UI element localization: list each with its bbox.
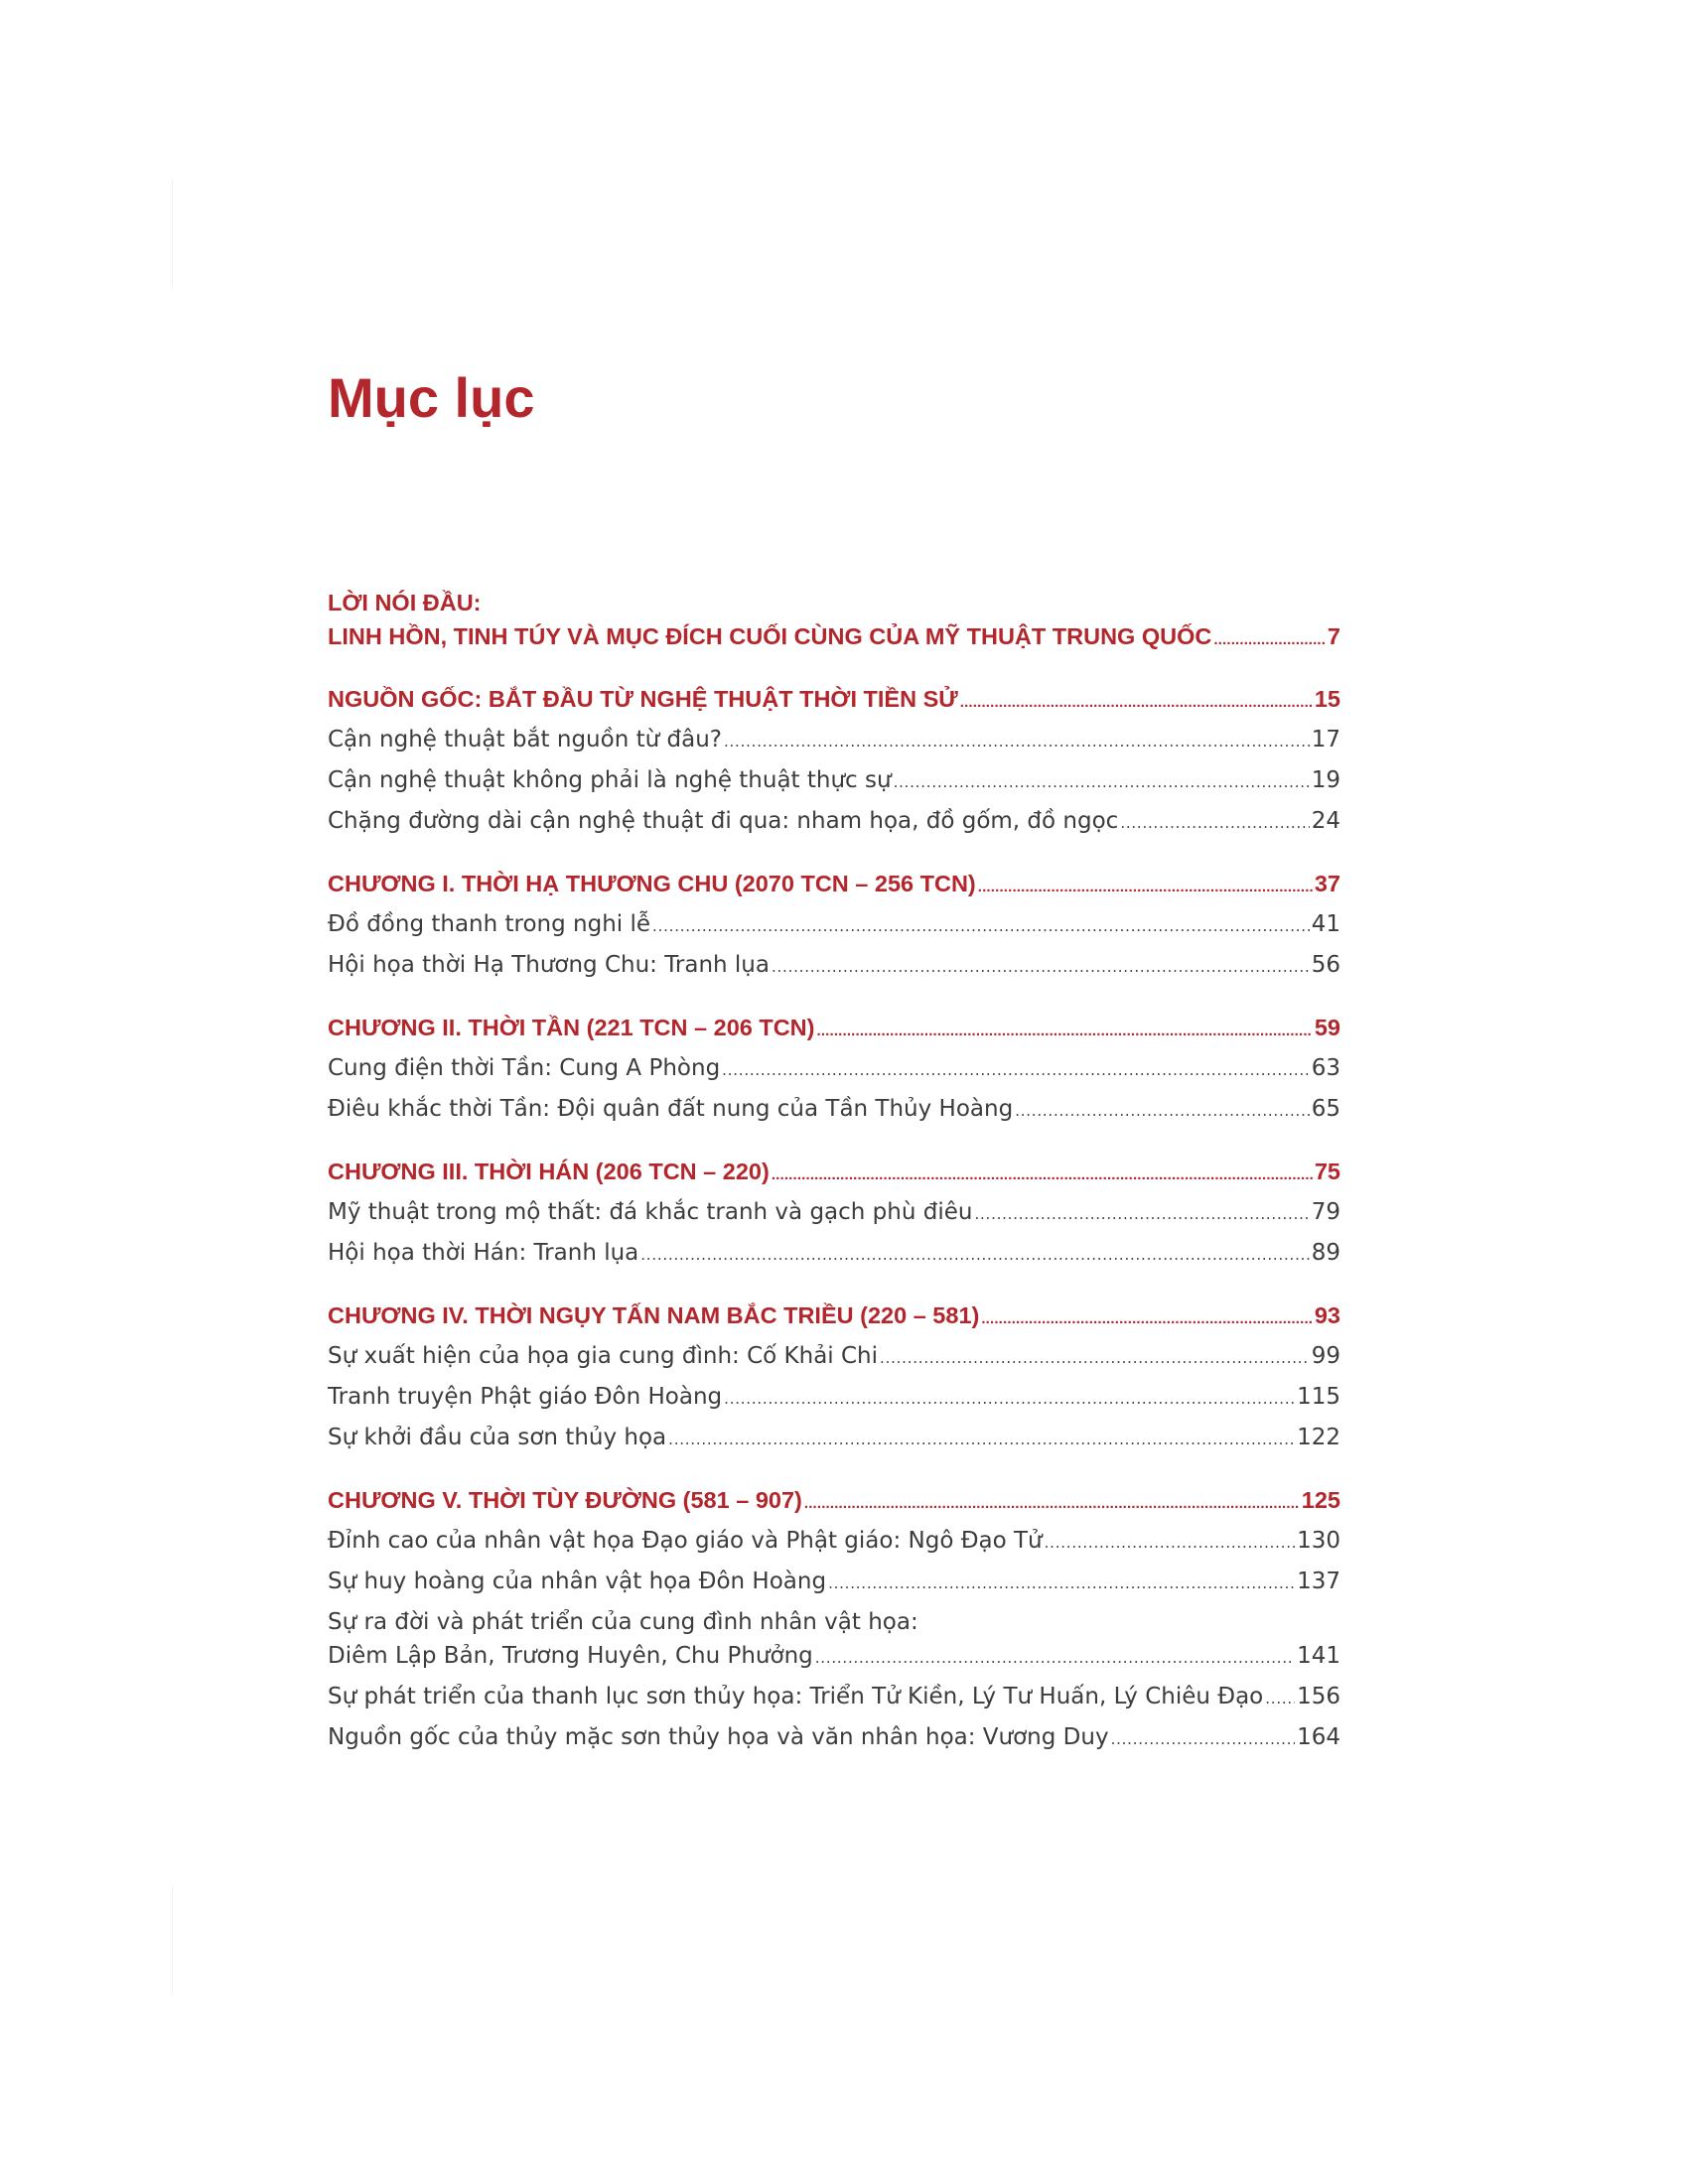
toc-section-chapter-5 bbox=[328, 1487, 1340, 1765]
entry-page: 164 bbox=[1297, 1724, 1340, 1750]
toc-entry[interactable] bbox=[328, 1528, 1340, 1569]
dot-leader bbox=[1111, 1724, 1296, 1750]
dot-leader bbox=[724, 727, 1310, 752]
toc-section-chapter-3 bbox=[328, 1159, 1340, 1281]
section-title: NGUỒN GỐC: BẮT ĐẦU TỪ NGHỆ THUẬT THỜI TIỀN SỬ bbox=[328, 686, 958, 712]
entry-title: Điêu khắc thời Tần: Đội quân đất nung của Tần Thủy Hoàng bbox=[328, 1096, 1014, 1122]
toc-entry[interactable] bbox=[328, 952, 1340, 993]
entry-title-line-1: Sự ra đời và phát triển của cung đình nhân vật họa: bbox=[328, 1609, 918, 1635]
prelude-label-text: LỜI NÓI ĐẦU: bbox=[328, 590, 482, 615]
entry-title: Sự phát triển của thanh lục sơn thủy họa: Triển Tử Kiền, Lý Tư Huấn, Lý Chiêu Đạo bbox=[328, 1684, 1264, 1709]
entry-page: 99 bbox=[1311, 1343, 1340, 1369]
dot-leader bbox=[960, 686, 1313, 713]
dot-leader bbox=[668, 1425, 1295, 1450]
table-of-contents bbox=[328, 590, 1340, 1787]
section-page: 125 bbox=[1301, 1487, 1340, 1513]
entry-page: 130 bbox=[1297, 1528, 1340, 1554]
entry-page: 141 bbox=[1297, 1643, 1340, 1669]
toc-entry[interactable] bbox=[328, 1384, 1340, 1425]
toc-entry-first-line[interactable] bbox=[328, 1609, 1340, 1643]
entry-page: 41 bbox=[1311, 911, 1340, 937]
dot-leader bbox=[974, 1199, 1309, 1225]
section-heading[interactable] bbox=[328, 1159, 1340, 1199]
dot-leader bbox=[880, 1343, 1310, 1369]
entry-page: 19 bbox=[1311, 767, 1340, 793]
dot-leader bbox=[1213, 623, 1326, 650]
entry-page: 122 bbox=[1297, 1425, 1340, 1450]
toc-entry[interactable] bbox=[328, 1240, 1340, 1281]
entry-title: Nguồn gốc của thủy mặc sơn thủy họa và văn nhân họa: Vương Duy bbox=[328, 1724, 1109, 1750]
dot-leader bbox=[1015, 1096, 1310, 1122]
entry-title: Cung điện thời Tần: Cung A Phòng bbox=[328, 1055, 721, 1081]
entry-title: Sự xuất hiện của họa gia cung đình: Cố Khải Chi bbox=[328, 1343, 879, 1369]
section-page: 75 bbox=[1314, 1159, 1340, 1184]
section-heading[interactable] bbox=[328, 1302, 1340, 1343]
entry-title: Chặng đường dài cận nghệ thuật đi qua: nham họa, đồ gốm, đồ ngọc bbox=[328, 808, 1119, 834]
toc-entry[interactable] bbox=[328, 1055, 1340, 1096]
section-page: 15 bbox=[1314, 686, 1340, 712]
section-title: CHƯƠNG II. THỜI TẦN (221 TCN – 206 TCN) bbox=[328, 1015, 815, 1040]
entry-title: Cận nghệ thuật bắt nguồn từ đâu? bbox=[328, 727, 722, 752]
prelude-label bbox=[328, 590, 1340, 623]
dot-leader bbox=[815, 1643, 1295, 1669]
toc-entry[interactable] bbox=[328, 808, 1340, 849]
toc-section-origins bbox=[328, 686, 1340, 849]
dot-leader bbox=[772, 1159, 1313, 1185]
toc-entry[interactable] bbox=[328, 1096, 1340, 1137]
page-edge-mark-top bbox=[172, 179, 173, 288]
section-heading[interactable] bbox=[328, 871, 1340, 911]
toc-entry[interactable] bbox=[328, 1199, 1340, 1240]
toc-entry[interactable] bbox=[328, 1425, 1340, 1465]
dot-leader bbox=[652, 911, 1310, 937]
section-title: CHƯƠNG IV. THỜI NGỤY TẤN NAM BẮC TRIỀU (220 – 581) bbox=[328, 1302, 980, 1328]
dot-leader bbox=[828, 1569, 1295, 1594]
toc-entry[interactable] bbox=[328, 911, 1340, 952]
dot-leader bbox=[1120, 808, 1309, 834]
section-page: 37 bbox=[1314, 871, 1340, 896]
entry-page: 17 bbox=[1311, 727, 1340, 752]
entry-title: Tranh truyện Phật giáo Đôn Hoàng bbox=[328, 1384, 723, 1410]
toc-entry[interactable] bbox=[328, 1643, 1340, 1684]
prelude-title-row bbox=[328, 623, 1340, 664]
page-edge-mark-bottom bbox=[172, 1886, 173, 1995]
section-heading[interactable] bbox=[328, 686, 1340, 727]
dot-leader bbox=[722, 1055, 1310, 1081]
dot-leader bbox=[724, 1384, 1295, 1410]
prelude-title: LINH HỒN, TINH TÚY VÀ MỤC ĐÍCH CUỐI CÙNG CỦA MỸ THUẬT TRUNG QUỐC bbox=[328, 623, 1212, 649]
entry-page: 115 bbox=[1297, 1384, 1340, 1410]
dot-leader bbox=[1265, 1684, 1295, 1709]
dot-leader bbox=[978, 871, 1313, 897]
toc-entry[interactable] bbox=[328, 767, 1340, 808]
entry-title: Đồ đồng thanh trong nghi lễ bbox=[328, 911, 651, 937]
entry-page: 137 bbox=[1297, 1569, 1340, 1594]
entry-title: Đỉnh cao của nhân vật họa Đạo giáo và Phật giáo: Ngô Đạo Tử bbox=[328, 1528, 1043, 1554]
section-title: CHƯƠNG I. THỜI HẠ THƯƠNG CHU (2070 TCN – 256 TCN) bbox=[328, 871, 976, 896]
toc-entry[interactable] bbox=[328, 1724, 1340, 1765]
toc-entry[interactable] bbox=[328, 727, 1340, 767]
entry-title: Diêm Lập Bản, Trương Huyên, Chu Phưởng bbox=[328, 1643, 813, 1669]
entry-page: 63 bbox=[1311, 1055, 1340, 1081]
toc-entry[interactable] bbox=[328, 1343, 1340, 1384]
section-heading[interactable] bbox=[328, 1015, 1340, 1055]
entry-title: Hội họa thời Hạ Thương Chu: Tranh lụa bbox=[328, 952, 770, 978]
entry-page: 89 bbox=[1311, 1240, 1340, 1266]
dot-leader bbox=[1045, 1528, 1295, 1554]
dot-leader bbox=[894, 767, 1310, 793]
toc-entry[interactable] bbox=[328, 1684, 1340, 1724]
section-title: CHƯƠNG III. THỜI HÁN (206 TCN – 220) bbox=[328, 1159, 770, 1184]
section-heading[interactable] bbox=[328, 1487, 1340, 1528]
dot-leader bbox=[804, 1487, 1300, 1514]
dot-leader bbox=[772, 952, 1310, 978]
entry-page: 65 bbox=[1311, 1096, 1340, 1122]
dot-leader bbox=[981, 1302, 1313, 1329]
dot-leader bbox=[816, 1015, 1312, 1041]
section-title: CHƯƠNG V. THỜI TÙY ĐƯỜNG (581 – 907) bbox=[328, 1487, 802, 1513]
entry-page: 24 bbox=[1311, 808, 1340, 834]
section-page: 93 bbox=[1314, 1302, 1340, 1328]
dot-leader bbox=[640, 1240, 1309, 1266]
entry-page: 79 bbox=[1311, 1199, 1340, 1225]
entry-title: Mỹ thuật trong mộ thất: đá khắc tranh và gạch phù điêu bbox=[328, 1199, 973, 1225]
page-title: Mục lục bbox=[328, 366, 535, 429]
toc-section-chapter-1 bbox=[328, 871, 1340, 993]
entry-page: 156 bbox=[1297, 1684, 1340, 1709]
toc-entry[interactable] bbox=[328, 1569, 1340, 1609]
toc-prelude[interactable] bbox=[328, 590, 1340, 664]
entry-title: Sự huy hoàng của nhân vật họa Đôn Hoàng bbox=[328, 1569, 827, 1594]
entry-page: 56 bbox=[1311, 952, 1340, 978]
toc-section-chapter-4 bbox=[328, 1302, 1340, 1465]
toc-section-chapter-2 bbox=[328, 1015, 1340, 1137]
entry-title: Hội họa thời Hán: Tranh lụa bbox=[328, 1240, 639, 1266]
entry-title: Sự khởi đầu của sơn thủy họa bbox=[328, 1425, 667, 1450]
section-page: 59 bbox=[1314, 1015, 1340, 1040]
prelude-page: 7 bbox=[1327, 623, 1340, 649]
entry-title: Cận nghệ thuật không phải là nghệ thuật thực sự bbox=[328, 767, 892, 793]
